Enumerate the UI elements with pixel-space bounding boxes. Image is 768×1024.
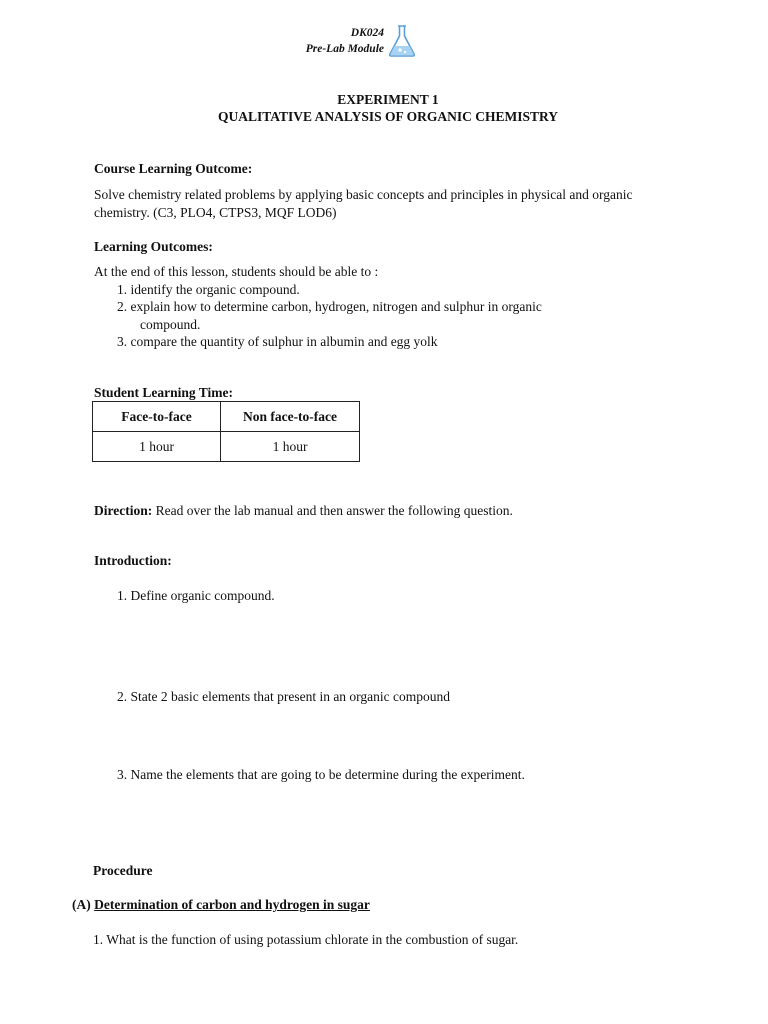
direction-label: Direction: [94, 503, 153, 518]
procedure-heading: Procedure [93, 863, 153, 878]
section-a-label: (A) [72, 897, 91, 912]
table-cell: 1 hour [221, 432, 360, 462]
document-code: DK024 [350, 27, 384, 39]
table-cell: 1 hour [93, 432, 221, 462]
experiment-number: EXPERIMENT 1 [337, 92, 439, 107]
section-a-heading [72, 897, 370, 913]
learning-time-heading: Student Learning Time: [94, 385, 234, 400]
module-name: Pre-Lab Module [305, 43, 384, 55]
question-item: 3. Name the elements that are going to be determine during the experiment. [117, 767, 525, 782]
course-outcome-text: Solve chemistry related problems by applying basic concepts and principles in physical and organic chemistry. (C3, PLO4, CTPS3, MQF LOD6) [94, 187, 633, 220]
learning-time-table [92, 401, 360, 462]
table-row [93, 432, 360, 462]
flask-icon [387, 24, 417, 58]
table-header-cell: Face-to-face [93, 402, 221, 432]
learning-outcome-item: 2. explain how to determine carbon, hydrogen, nitrogen and sulphur in organic [117, 299, 542, 314]
learning-outcome-item: 1. identify the organic compound. [117, 282, 300, 297]
section-a-title: Determination of carbon and hydrogen in sugar [94, 897, 370, 912]
experiment-title: QUALITATIVE ANALYSIS OF ORGANIC CHEMISTRY [217, 109, 559, 124]
introduction-heading: Introduction: [94, 553, 172, 568]
table-header-row [93, 402, 360, 432]
learning-outcomes-heading: Learning Outcomes: [94, 239, 213, 254]
learning-outcome-item: 3. compare the quantity of sulphur in albumin and egg yolk [117, 334, 438, 349]
question-item: 1. What is the function of using potassium chlorate in the combustion of sugar. [93, 932, 519, 947]
question-item: 2. State 2 basic elements that present in an organic compound [117, 689, 451, 704]
direction-line [94, 503, 513, 519]
direction-text: Read over the lab manual and then answer the following question. [155, 503, 513, 518]
learning-outcomes-intro: At the end of this lesson, students should be able to : [94, 264, 379, 279]
course-outcome-heading: Course Learning Outcome: [94, 161, 253, 176]
question-item: 1. Define organic compound. [117, 588, 275, 603]
learning-outcome-item-continued: compound. [140, 317, 201, 332]
table-header-cell: Non face-to-face [221, 402, 360, 432]
